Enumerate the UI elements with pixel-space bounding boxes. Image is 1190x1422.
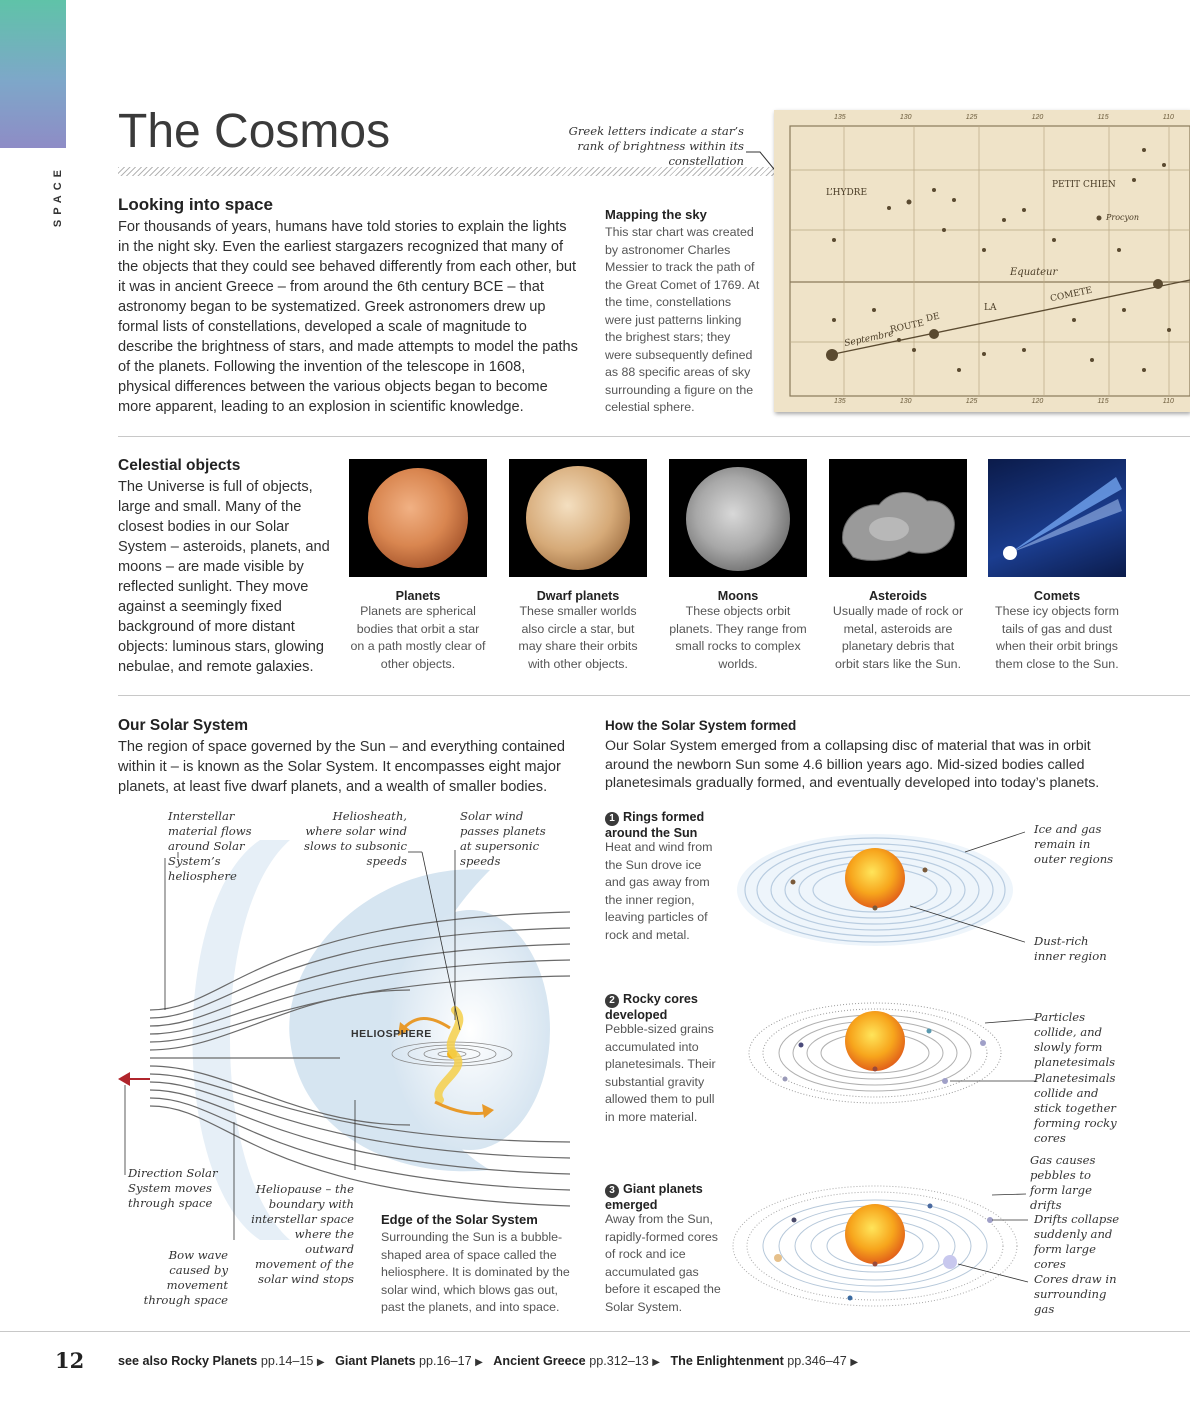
ref-pages: pp.312–13: [589, 1354, 649, 1368]
step-2-title: [605, 992, 715, 1022]
note-direction: Direction Solar System moves through space: [128, 1166, 218, 1210]
tick: 130: [899, 114, 912, 121]
mars-image: [349, 459, 487, 577]
object-desc: These smaller worlds also circle a star, but may share their orbits with other objects.: [518, 604, 638, 671]
note-solar-wind: Solar wind passes planets at supersonic speeds: [460, 809, 546, 868]
page-number: 12: [55, 1348, 85, 1373]
section-label: SPACE: [52, 165, 64, 228]
ref-name[interactable]: The Enlightenment: [670, 1354, 784, 1368]
edge-body: Surrounding the Sun is a bubble-shaped area of space called the heliosphere. It is dominated by the solar wind, which blows gas out, past the planets, and into space.: [381, 1230, 570, 1314]
note-ice-gas: Ice and gas remain in outer regions: [1034, 822, 1114, 866]
chart-label-september: Septembre: [843, 328, 895, 350]
looking-heading: Looking into space: [118, 195, 273, 214]
heliosphere-label: HELIOSPHERE: [351, 1028, 432, 1040]
chart-callout: Greek letters indicate a star’s rank of brightness within its constellation: [568, 124, 744, 168]
dwarf-planet-image: [509, 459, 647, 577]
note-gas-causes: Gas causes pebbles to form large drifts: [1030, 1153, 1096, 1212]
ref-name[interactable]: Giant Planets: [335, 1354, 416, 1368]
chart-label-petit-chien: PETIT CHIEN: [1052, 180, 1116, 190]
step-3-body: Away from the Sun, rapidly-formed cores of rock and ice accumulated gas before it escaped the Solar System.: [605, 1212, 721, 1314]
tick: 125: [965, 114, 978, 121]
comet-image: [988, 459, 1126, 577]
chart-label-la: LA: [984, 303, 997, 313]
solar-body: The region of space governed by the Sun – and everything contained within it – is known as the Solar System. It encompasses eight major planets, at least five dwarf planets, and a wealth of smaller bodies.: [118, 739, 566, 795]
tick: 110: [1162, 398, 1174, 405]
ref-pages: pp.14–15: [260, 1354, 314, 1368]
tick: 110: [1162, 114, 1174, 121]
object-desc: These icy objects form tails of gas and dust when their orbit brings them close to the Sun.: [995, 604, 1119, 671]
disc-3-diagram: [730, 1180, 1030, 1320]
ref-arrow-icon: ▶: [652, 1357, 660, 1368]
object-desc: Planets are spherical bodies that orbit a star on a path mostly clear of other objects.: [350, 604, 486, 671]
object-name: Comets: [1033, 589, 1081, 603]
tick: 115: [1097, 114, 1109, 121]
object-desc: These objects orbit planets. They range from small rocks to complex worlds.: [669, 604, 807, 671]
note-interstellar: Interstellar material flows around Solar System’s heliosphere: [168, 809, 252, 883]
note-heliosheath: Heliosheath, where solar wind slows to subsonic speeds: [304, 809, 407, 868]
note-drifts: Drifts collapse suddenly and form large cores: [1034, 1212, 1120, 1271]
object-name: Planets: [395, 589, 441, 603]
formed-heading: How the Solar System formed: [605, 718, 797, 733]
mapping-heading: Mapping the sky: [605, 207, 707, 222]
note-planetesimals: Planetesimals collide and stick together forming rocky cores: [1034, 1071, 1117, 1145]
chart-top-ticks: [834, 114, 1174, 121]
object-desc: Usually made of rock or metal, asteroids are planetary debris that orbit stars like the Sun.: [832, 604, 964, 671]
step-title-text: Giant planets emerged: [605, 1182, 703, 1212]
see-also-bar: [118, 1354, 858, 1368]
note-heliopause: Heliopause – the boundary with interstellar space where the outward movement of the solar wind stops: [251, 1182, 354, 1286]
chart-label-de: DE: [925, 311, 941, 325]
note-cores-draw: Cores draw in surrounding gas: [1034, 1272, 1117, 1316]
see-also-label: see also: [118, 1354, 168, 1368]
step-number: 2: [605, 994, 619, 1008]
ref-arrow-icon: ▶: [475, 1357, 483, 1368]
object-moons: [669, 459, 807, 673]
chart-label-hydre: L’HYDRE: [826, 188, 868, 198]
object-name: Asteroids: [868, 589, 928, 603]
footer-divider: [0, 1331, 1190, 1332]
tick: 120: [1031, 398, 1044, 405]
chart-label-equateur: Equateur: [1010, 267, 1058, 278]
object-comets: [988, 459, 1126, 673]
divider: [118, 436, 1190, 437]
section-color-tab: [0, 0, 66, 148]
disc-2-diagram: [745, 995, 1035, 1115]
asteroid-image: [829, 459, 967, 577]
step-title-text: Rocky cores developed: [605, 992, 698, 1022]
step-2-body: Pebble-sized grains accumulated into planetesimals. Their substantial gravity allowed them to pull in more material.: [605, 1022, 716, 1124]
object-name: Moons: [717, 589, 759, 603]
object-name: Dwarf planets: [536, 589, 620, 603]
ref-pages: pp.16–17: [419, 1354, 472, 1368]
solar-heading: Our Solar System: [118, 717, 249, 734]
page-title: The Cosmos: [118, 105, 391, 158]
tick: 115: [1097, 398, 1109, 405]
tick: 125: [965, 398, 978, 405]
chart-bottom-ticks: [834, 398, 1174, 405]
step-1-title: [605, 810, 715, 840]
celestial-heading: Celestial objects: [118, 457, 241, 474]
tick: 120: [1031, 114, 1044, 121]
step-title-text: Rings formed around the Sun: [605, 810, 705, 840]
chart-label-route: ROUTE: [889, 318, 925, 336]
mapping-body: This star chart was created by astronomer Charles Messier to track the path of the Great Comet of 1769. At the time, constellations were just patterns linking the brighest stars; they were subsequently defined as 88 specific areas of sky surrounding a figure on the celestial sphere.: [605, 225, 760, 414]
disc-1-diagram: [735, 820, 1025, 960]
tick: 135: [834, 114, 846, 121]
chart-label-comete: COMETE: [1049, 285, 1094, 305]
edge-heading: Edge of the Solar System: [381, 1212, 538, 1227]
celestial-body: The Universe is full of objects, large and small. Many of the closest bodies in our Solar System – asteroids, planets, and moons – are made visible by reflected sunlight. They move against a seemingly fixed background of more distant objects: luminous stars, glowing nebulae, and remote galaxies.: [118, 479, 330, 675]
tick: 130: [899, 398, 912, 405]
ref-arrow-icon: ▶: [316, 1357, 325, 1368]
step-3-title: [605, 1182, 715, 1212]
note-bow-wave: Bow wave caused by movement through space: [143, 1248, 228, 1307]
divider: [118, 695, 1190, 696]
object-planets: [349, 459, 487, 673]
ref-name[interactable]: Ancient Greece: [493, 1354, 586, 1368]
ref-pages: pp.346–47: [787, 1354, 847, 1368]
ref-arrow-icon: ▶: [850, 1357, 859, 1368]
step-1-body: Heat and wind from the Sun drove ice and gas away from the inner region, leaving particles of rock and metal.: [605, 840, 713, 942]
step-number: 3: [605, 1184, 619, 1198]
star-chart-image: [774, 110, 1190, 412]
note-particles: Particles collide, and slowly form planetesimals: [1034, 1010, 1116, 1069]
formed-body: Our Solar System emerged from a collapsing disc of material that was in orbit around the newborn Sun some 4.6 billion years ago. Mid-sized bodies called planetesimals gradually formed, and eventually developed into today’s planets.: [605, 738, 1100, 791]
star-chart-svg: [774, 110, 1190, 412]
ref-name[interactable]: Rocky Planets: [171, 1354, 258, 1368]
chart-label-procyon: Procyon: [1106, 213, 1139, 222]
object-dwarf-planets: [509, 459, 647, 673]
tick: 135: [834, 398, 846, 405]
step-number: 1: [605, 812, 619, 826]
looking-body: For thousands of years, humans have told stories to explain the lights in the night sky. Even the earliest stargazers recognized that many of the objects that they could see behaved differently from each other, but it was in ancient Greece – from around the 6th century BCE – that astronomy began to be systematized. Greek astronomers drew up formal lists of constellations, developed a scale of magnitude to describe the brightness of stars, and made attempts to model the paths of the planets. Following the invention of the telescope in 1608, physical differences between the various objects began to become more apparent, leading to an explosion in scientific knowledge.: [118, 219, 578, 415]
note-dust-rich: Dust-rich inner region: [1034, 934, 1107, 963]
object-asteroids: [829, 459, 967, 673]
moon-image: [669, 459, 807, 577]
